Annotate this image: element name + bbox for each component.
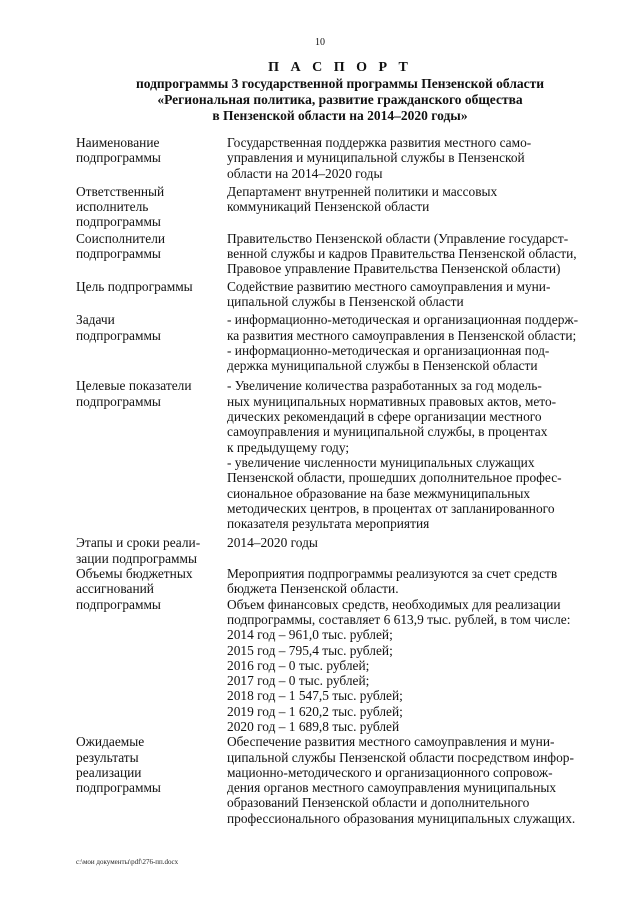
row-value-line: - информационно-методическая и организационная под-: [227, 342, 550, 358]
row-value-line: образований Пензенской области и дополнительного: [227, 795, 530, 811]
row-value-line: ка развития местного самоуправления в Пензенской области;: [227, 327, 577, 343]
title-line-2: подпрограммы 3 государственной программы Пензенской области: [135, 76, 545, 91]
row-label: [76, 566, 227, 734]
passport-row: [76, 231, 611, 277]
row-value-line: самоуправления и муниципальной службы, в процентах: [227, 424, 548, 440]
row-value-line: Объем финансовых средств, необходимых для реализации: [227, 596, 561, 612]
passport-row: [76, 378, 611, 531]
row-value-line: - увеличение численности муниципальных служащих: [227, 454, 535, 470]
row-label: [76, 535, 227, 566]
passport-row: [76, 135, 611, 181]
row-label: [76, 184, 227, 230]
row-label-line: зации подпрограммы: [76, 550, 197, 566]
row-label-line: Целевые показатели: [76, 378, 192, 394]
row-value-line: 2014–2020 годы: [227, 535, 318, 551]
row-label-line: подпрограммы: [76, 596, 161, 612]
passport-row: [76, 535, 611, 566]
passport-row: [76, 566, 611, 734]
row-value-line: венной службы и кадров Правительства Пензенской области,: [227, 246, 577, 262]
row-label-line: Цель подпрограммы: [76, 278, 193, 294]
row-value-line: ных муниципальных нормативных правовых актов, мето-: [227, 393, 557, 409]
row-value-line: коммуникаций Пензенской области: [227, 199, 430, 215]
row-value: [227, 734, 611, 826]
passport-row: [76, 312, 611, 373]
row-value-line: ципальной службы Пензенской области посредством инфор-: [227, 749, 574, 765]
row-value: [227, 135, 611, 181]
row-value-line: 2019 год – 1 620,2 тыс. рублей;: [227, 703, 403, 719]
row-value-line: дических рекомендаций в сфере организации местного: [227, 409, 542, 425]
row-value-line: ципальной службы в Пензенской области: [227, 293, 464, 309]
passport-row: [76, 279, 611, 310]
row-label-line: реализации: [76, 764, 142, 780]
document-title: [60, 60, 620, 124]
row-value: [227, 535, 611, 566]
row-label: [76, 378, 227, 531]
passport-row: [76, 734, 611, 826]
row-label-line: подпрограммы: [76, 150, 161, 166]
row-value-line: показателя результата мероприятия: [227, 516, 430, 532]
row-label-line: Объемы бюджетных: [76, 566, 193, 582]
row-label-line: результаты: [76, 749, 139, 765]
row-value-line: управления и муниципальной службы в Пензенской: [227, 150, 525, 166]
row-label-line: Ожидаемые: [76, 734, 145, 750]
row-label: [76, 279, 227, 310]
row-value-line: области на 2014–2020 годы: [227, 165, 383, 181]
page-number: 10: [315, 37, 325, 48]
row-value-line: 2015 год – 795,4 тыс. рублей;: [227, 642, 393, 658]
row-label-line: подпрограммы: [76, 327, 161, 343]
row-label: [76, 231, 227, 277]
row-label-line: подпрограммы: [76, 246, 161, 262]
row-value-line: 2018 год – 1 547,5 тыс. рублей;: [227, 688, 403, 704]
title-passport: П А С П О Р Т: [268, 60, 412, 75]
row-value-line: Мероприятия подпрограммы реализуются за счет средств: [227, 566, 558, 582]
row-value: [227, 566, 611, 734]
row-value-line: сиональное образование на базе межмуниципальных: [227, 485, 531, 501]
row-label-line: подпрограммы: [76, 214, 161, 230]
row-value-line: 2017 год – 0 тыс. рублей;: [227, 673, 370, 689]
row-value-line: Правительство Пензенской области (Управление государст-: [227, 230, 569, 246]
row-label-line: Задачи: [76, 312, 115, 328]
row-value-line: Департамент внутренней политики и массовых: [227, 183, 498, 199]
title-line-3: «Региональная политика, развитие гражданского общества: [157, 92, 523, 107]
row-value: [227, 184, 611, 230]
row-label-line: исполнитель: [76, 199, 149, 215]
row-value-line: Содействие развитию местного самоуправления и муни-: [227, 278, 551, 294]
row-value-line: 2020 год – 1 689,8 тыс. рублей: [227, 718, 400, 734]
row-value-line: дения органов местного самоуправления муниципальных: [227, 780, 557, 796]
row-value-line: профессионального образования муниципальных служащих.: [227, 810, 576, 826]
row-label-line: Соисполнители: [76, 230, 166, 246]
row-label-line: Ответственный: [76, 183, 165, 199]
row-value: [227, 312, 611, 373]
row-label: [76, 734, 227, 826]
row-value-line: - Увеличение количества разработанных за год модель-: [227, 378, 542, 394]
row-value: [227, 378, 611, 531]
row-value-line: 2016 год – 0 тыс. рублей;: [227, 657, 370, 673]
row-value-line: к предыдущему году;: [227, 439, 350, 455]
title-line-4: в Пензенской области на 2014–2020 годы»: [212, 108, 468, 123]
row-label-line: Наименование: [76, 135, 160, 150]
passport-row: [76, 184, 611, 230]
row-value-line: методических центров, в процентах от запланированного: [227, 500, 555, 516]
row-value-line: Пензенской области, прошедших дополнительное профес-: [227, 470, 562, 486]
row-value-line: 2014 год – 961,0 тыс. рублей;: [227, 627, 393, 643]
row-value-line: Правовое управление Правительства Пензенской области): [227, 261, 561, 277]
row-value-line: мационно-методического и организационного сопровож-: [227, 764, 553, 780]
row-label-line: подпрограммы: [76, 393, 161, 409]
row-label-line: ассигнований: [76, 581, 154, 597]
row-value: [227, 231, 611, 277]
row-value-line: держка муниципальной службы в Пензенской области: [227, 358, 538, 374]
footer-file-path: c:\мои документы\pdf\276-пп.docx: [76, 858, 179, 866]
row-value-line: подпрограммы, составляет 6 613,9 тыс. рублей, в том числе:: [227, 611, 571, 627]
row-label-line: подпрограммы: [76, 780, 161, 796]
row-value-line: Государственная поддержка развития местного само-: [227, 135, 532, 150]
row-value-line: - информационно-методическая и организационная поддерж-: [227, 312, 579, 328]
passport-table: [76, 135, 611, 826]
row-value-line: бюджета Пензенской области.: [227, 581, 399, 597]
row-label-line: Этапы и сроки реали-: [76, 535, 201, 551]
row-label: [76, 312, 227, 373]
row-value: [227, 279, 611, 310]
row-value-line: Обеспечение развития местного самоуправления и муни-: [227, 734, 555, 750]
row-label: [76, 135, 227, 181]
